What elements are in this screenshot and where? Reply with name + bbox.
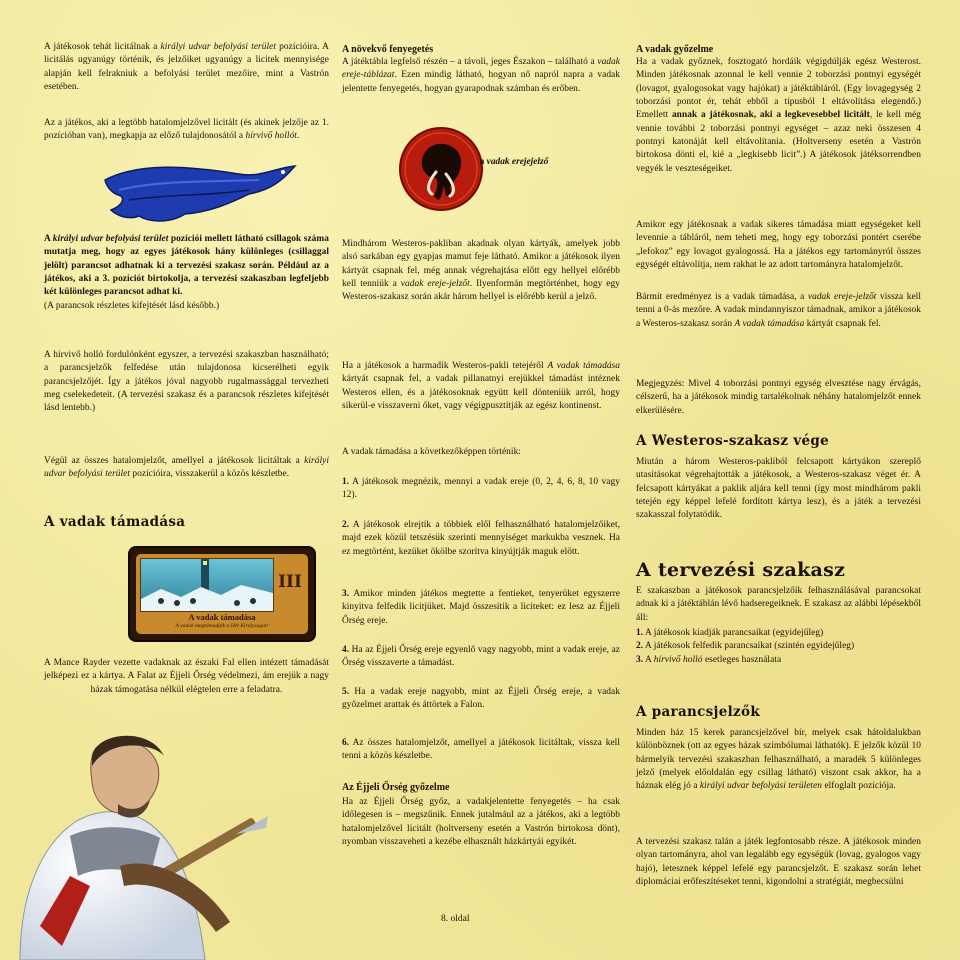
card-title: A vadak támadása (188, 612, 256, 622)
step-2: 2. A játékosok elrejtik a többiek elől felhasználható hatalomjelzőiket, majd ezek közül tetszésük szerinti mennyiséget markukba vesznek. Ha ez megtörtént, kezüket ökölbe szorítva kinyújtják maguk elött. (342, 520, 620, 557)
heading-planning-phase: A tervezési szakasz (636, 559, 846, 581)
step-1: 1. A játékosok megnézik, mennyi a vadak ereje (0, 2, 4, 6, 8, 10 vagy 12). (342, 477, 620, 501)
paragraph-bidding: A játékosok tehát licitálnak a királyi udvar befolyási terület pozícióira. A licitálás ugyanúgy történik, és jelzőiket ugyanúgy a licitek mennyisége alapján kell felrakniuk a befolyási terület mezőire, mint a Vastrón esetében. (44, 42, 329, 93)
planning-step-3: 3. A hírvivő holló esetleges használata (636, 654, 782, 665)
mammoth-icon (398, 126, 484, 212)
planning-step-2: 2. A játékosok felfedik parancsaikat (szintén egyidejűleg) (636, 641, 855, 652)
planning-step-1: 1. A játékosok kiadják parancsaikat (egyidejűleg) (636, 628, 824, 638)
heading-watch-victory: Az Éjjeli Őrség győzelme (342, 782, 450, 793)
step-3: 3. Amikor minden játékos megtette a fentieket, tenyerüket egyszerre kinyitva felfedik licitjüket. Majd összesítik a liciteket: ez lesz az Éjjeli Őrség ereje. (342, 589, 620, 626)
paragraph-mance-rayder: A Mance Rayder vezette vadaknak az északi Fal ellen intézett támadását jelképezi ez a kártya. A Falat az Éjjeli Őrség védelmezi, ám erejük a nagy házak támogatása nélkül elégtelen erre a feladatra. (44, 658, 329, 695)
knight-illustration (0, 726, 275, 960)
paragraph-note: Megjegyzés: Mivel 4 toborzási pontnyi egység elvesztése nagy érvágás, célszerű, ha a játékosok mindig tartalékolnak néhány hatalomjelzőt ennek elkerülésére. (636, 379, 921, 416)
token-caption: a vadak erejejelző (479, 157, 549, 167)
paragraph-attack-steps-intro: A vadak támadása a következőképpen történik: (342, 447, 521, 457)
paragraph-court-stars: A királyi udvar befolyási terület pozíciói mellett látható csillagok száma mutatja meg, hogy az egyes játékosok hány különleges (csillaggal jelölt) parancsot adhatnak ki a tervezési szakasz során. Például az a játékos, aki a 3. pozíciót birtokolja, a tervezési szakaszban legfeljebb két különleges parancsot adhat ki. (A parancsok részletes kifejtését lásd később.) (44, 234, 329, 311)
heading-wildling-attack: A vadak támadása (44, 514, 186, 530)
paragraph-return-tokens: Végül az összes hatalomjelzőt, amellyel a játékosok licitáltak a királyi udvar befolyási terület pozícióira, visszakerül a közös készletbe. (44, 456, 329, 480)
heading-growing-threat: A növekvő fenyegetés (342, 44, 434, 55)
paragraph-watch-victory: Ha az Éjjeli Őrség győz, a vadakjelentette fenyegetés – ha csak időlegesen is – megszűnik. Ennek jutalmául az a játékos, aki a legtöbb hatalomjelzővel licitált (holtverseny esetén a Vastrón birtokosa dönt), nyomban visszaveheti a kezébe elhasznált házkártyái egyikét. (342, 797, 620, 848)
heading-wildling-victory: A vadak győzelme (636, 44, 714, 55)
paragraph-threat-track: A játéktábla legfelső részén – a távoli, jeges Északon – található a vadak ereje-táblázat. Ezen mindig látható, hogyan nő napról napra a vadak jelentette fenyegetés, hogyan gyarapodnak számban és erőben. (342, 57, 620, 94)
paragraph-mammoth-cards: Mindhárom Westeros-pakliban akadnak olyan kártyák, amelyek jobb alsó sarkában egy gyapjas mamut feje látható. Amikor a játékosok ilyen kártyát csapnak fel, még annak végrehajtása előtt egy hellyel előrébb kell tenniük a vadak ereje-jelzőt. Ilyenformán megtörténhet, hogy egy Westeros-szakasz során akár három hellyel is előrébb kerül a jelző. (342, 239, 620, 303)
paragraph-third-deck: Ha a játékosok a harmadik Westeros-pakli tetejéről A vadak támadása kártyát csapnak fel, a vadak pillanatnyi erejükkel támadást intéznek Westeros ellen, és a játékosoknak együtt kell dönteniük arról, hogy sikerül-e visszaverni őket, vagy végigpusztítják az egész kontinenst. (342, 361, 620, 412)
paragraph-raven-winner: Az a játékos, aki a legtöbb hatalomjelzővel licitált (és akinek jelzője az 1. pozícióban van), megkapja az előző tulajdonosától a hírvivő hollót. (44, 118, 329, 142)
card-number: III (278, 572, 302, 592)
paragraph-westeros-end: Miután a három Westeros-pakliból felcsapott kártyákon szereplő utasításokat végrehajtották a játékosok, a Westeros-szakasz véget ér. A felcsapott kártyákat a paklik aljára kell tenni (így most mindhárom pakli tetején egy képpel lefelé fordított kártya lesz), és a játék a tervezési szakasszal folytatódik. (636, 457, 921, 521)
wildling-card-image (128, 546, 316, 642)
raven-image (99, 160, 299, 226)
heading-order-tokens: A parancsjelzők (636, 704, 760, 720)
paragraph-raven-use: A hírvivő holló fordulónként egyszer, a tervezési szakaszban használható; a parancsjelzők felfedése után tulajdonosa kicserélheti egyik parancsjelzőjét. Így a játékos jóval nagyobb rugalmassággal tervezheti meg cselekedeteit. (A tervezési szakasz és a parancsok részletes kifejtését lásd lentebb.) (44, 350, 329, 414)
card-subtitle: A vadak megtámadják a Hét Királyságot! (175, 623, 269, 629)
heading-westeros-end: A Westeros-szakasz vége (636, 433, 830, 449)
step-4: 4. Ha az Éjjeli Őrség ereje egyenlő vagy nagyobb, mint a vadak ereje, az Őrség visszaverte a támadást. (342, 645, 620, 669)
step-6: 6. Az összes hatalomjelzőt, amellyel a játékosok licitáltak, vissza kell tenni a közös készletbe. (342, 738, 620, 762)
paragraph-reset-track: Bármit eredményez is a vadak támadása, a vadak ereje-jelzőt vissza kell tenni a 0-ás mezőre. A vadak mindannyiszor támadnak, amikor a játékosok a Westeros-szakasz során A vadak támadása kártyát csapnak fel. (636, 292, 921, 329)
paragraph-planning-intro: E szakaszban a játékosok parancsjelzőik felhasználásával parancsokat adnak ki a játéktáblán lévő hadseregeiknek. E szakasz az alábbi lépésekből áll: (636, 586, 921, 623)
paragraph-remove-units: Amikor egy játékosnak a vadak sikeres támadása miatt egységeket kell levennie a tábláról, nem teheti meg, hogy egy toborzási pontért cserébe „lefokoz” egy lovagot gyalogossá. Ha a játékos egy tartományról összes egységét eltávolítja, nem rakhat le az adott tartományra hatalomjelzőt. (636, 220, 921, 271)
paragraph-wildling-victory: Ha a vadak győznek, fosztogató hordáik végigdúlják egész Westerost. Minden játékosnak azonnal le kell vennie 2 toborzási pontnyi egységét (lovagot, gyalogosokat vagy hajókat) a játéktábláról. (Egy lovagegység 2 toborzási pontot ér, tehát ebből a típusból 1 eltávolítása elegendő.) Emellett annak a játékosnak, aki a legkevesebbel licitált, le kell még vennie további 2 toborzási pontnyi egységet – azaz neki összesen 4 pontnyi katonáját kell eltávolítania. (Holtverseny esetén a Vastrón birtokosa dönti el, kié a „legkisebb licit”.) A játékosok játéksorrendben vegyék le veszteségeiket. (636, 57, 921, 174)
step-5: 5. Ha a vadak ereje nagyobb, mint az Éjjeli Őrség ereje, a vadak győzelmet arattak és áttörtek a Falon. (342, 687, 620, 711)
paragraph-order-tokens: Minden ház 15 kerek parancsjelzővel bír, melyek csak hátoldalukban különböznek (ott az egyes házak szimbólumai láthatók). E jelzők közül 10 bármelyik tervezési szakaszban felhasználható, a maradék 5 különleges jelző (melyek előoldalán egy csillag látható) viszont csak akkor, ha a háznak elég jó a királyi udvar befolyási területen elfoglalt pozíciója. (636, 728, 921, 792)
page-number: 8. oldal (441, 914, 470, 924)
paragraph-planning-importance: A tervezési szakasz talán a játék legfontosabb része. A játékosok minden olyan tartományra, ahol van legalább egy egységük (lovag, gyalogos vagy hajó), letesznek képpel lefelé egy parancsjelzőt. E szakasz során lehet diplomáciai erőfeszítéseket tenni, kigondolni a stratégiát, megbecsülni (636, 837, 921, 888)
